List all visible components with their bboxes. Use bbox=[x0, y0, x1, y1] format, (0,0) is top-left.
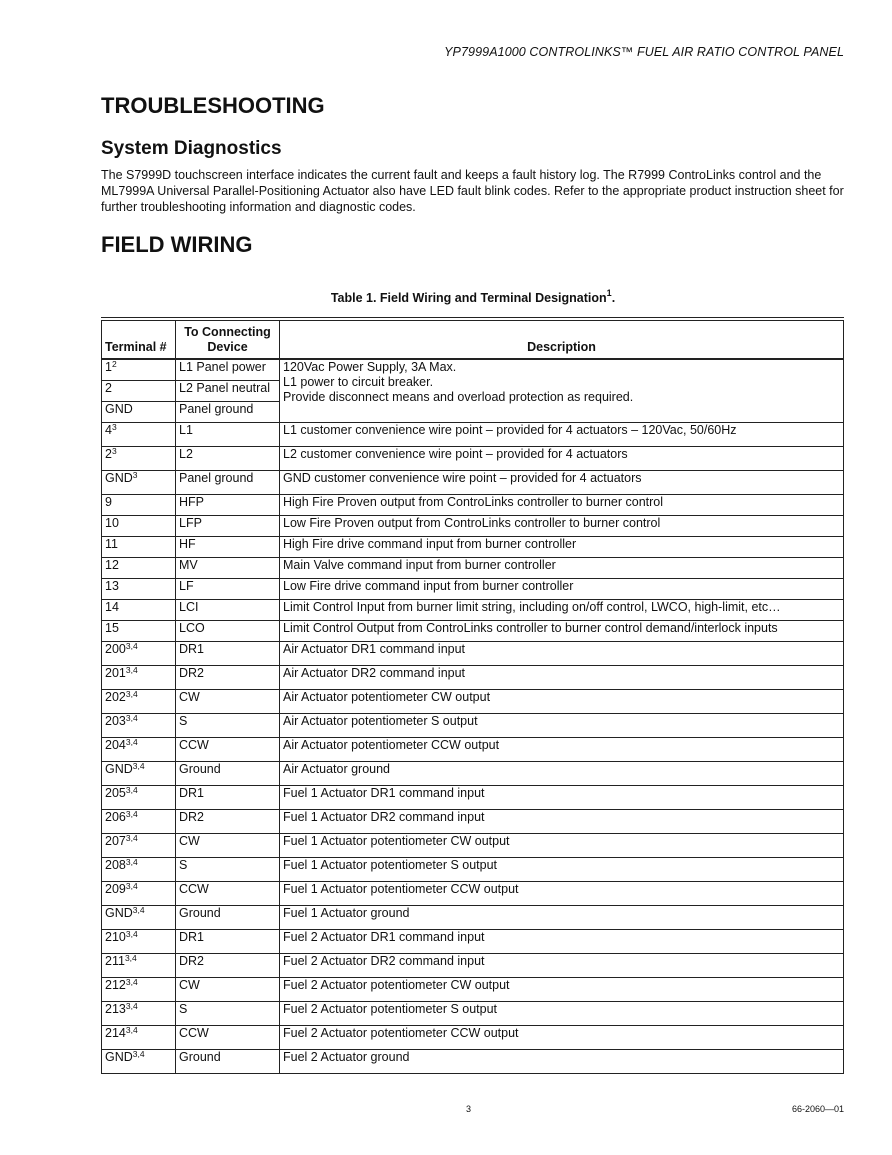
device-cell-text: CW bbox=[179, 834, 200, 848]
description-cell: 120Vac Power Supply, 3A Max. L1 power to circuit breaker. Provide disconnect means and overload protection as required. bbox=[280, 359, 844, 423]
terminal-cell-footnote: 3,4 bbox=[125, 641, 138, 651]
terminal-cell-text: 206 bbox=[105, 810, 126, 824]
terminal-cell-text: 214 bbox=[105, 1026, 126, 1040]
terminal-cell bbox=[102, 471, 176, 495]
terminal-cell-text: 1 bbox=[105, 360, 112, 374]
device-cell bbox=[176, 690, 280, 714]
description-cell bbox=[280, 762, 844, 786]
terminal-cell bbox=[102, 666, 176, 690]
description-cell-text: Limit Control Input from burner limit string, including on/off control, LWCO, high-limit, etc… bbox=[283, 600, 781, 614]
device-cell-text: CCW bbox=[179, 1026, 209, 1040]
description-cell-text: Fuel 2 Actuator potentiometer S output bbox=[283, 1002, 498, 1016]
device-cell-text: CW bbox=[179, 978, 200, 992]
device-cell-text: CCW bbox=[179, 882, 209, 896]
terminal-cell bbox=[102, 495, 176, 516]
terminal-cell-text: 13 bbox=[105, 579, 119, 593]
field-wiring-heading: FIELD WIRING bbox=[101, 232, 253, 257]
device-cell bbox=[176, 930, 280, 954]
terminal-cell-footnote: 3,4 bbox=[125, 833, 138, 843]
description-cell-text: Fuel 1 Actuator DR1 command input bbox=[283, 786, 485, 800]
description-cell bbox=[280, 954, 844, 978]
description-cell-text: Fuel 1 Actuator DR2 command input bbox=[283, 810, 485, 824]
device-cell bbox=[176, 621, 280, 642]
page-number: 3 bbox=[466, 1104, 472, 1114]
terminal-cell-footnote: 2 bbox=[111, 359, 117, 369]
description-cell-text: Air Actuator potentiometer S output bbox=[283, 714, 478, 728]
terminal-cell bbox=[102, 621, 176, 642]
terminal-cell bbox=[102, 600, 176, 621]
description-cell bbox=[280, 537, 844, 558]
table-row bbox=[102, 558, 844, 579]
device-cell-text: Ground bbox=[179, 762, 221, 776]
terminal-cell-text: 2 bbox=[105, 447, 112, 461]
description-cell bbox=[280, 858, 844, 882]
description-cell bbox=[280, 786, 844, 810]
description-cell bbox=[280, 666, 844, 690]
terminal-cell-footnote: 3 bbox=[132, 470, 138, 480]
terminal-cell bbox=[102, 423, 176, 447]
description-cell-text: Fuel 1 Actuator potentiometer S output bbox=[283, 858, 498, 872]
header-terminal: Terminal # bbox=[102, 321, 176, 360]
table-row bbox=[102, 423, 844, 447]
terminal-cell-text: 204 bbox=[105, 738, 126, 752]
table-row bbox=[102, 882, 844, 906]
document-number: 66-2060—01 bbox=[791, 1104, 844, 1114]
description-cell bbox=[280, 906, 844, 930]
description-cell bbox=[280, 621, 844, 642]
device-cell bbox=[176, 558, 280, 579]
terminal-cell bbox=[102, 381, 176, 402]
terminal-cell-text: 209 bbox=[105, 882, 126, 896]
table-row bbox=[102, 834, 844, 858]
table-caption-footnote: 1 bbox=[606, 288, 612, 298]
description-cell bbox=[280, 423, 844, 447]
device-cell bbox=[176, 714, 280, 738]
terminal-cell-footnote: 3,4 bbox=[125, 1025, 138, 1035]
device-cell bbox=[176, 579, 280, 600]
description-cell bbox=[280, 1002, 844, 1026]
terminal-cell-text: 12 bbox=[105, 558, 119, 572]
table-row bbox=[102, 579, 844, 600]
device-cell bbox=[176, 738, 280, 762]
device-cell-text: Ground bbox=[179, 1050, 221, 1064]
description-cell-text: GND customer convenience wire point – provided for 4 actuators bbox=[283, 471, 642, 485]
description-cell bbox=[280, 738, 844, 762]
table-header-row bbox=[102, 321, 844, 360]
description-cell-text: Fuel 2 Actuator potentiometer CW output bbox=[283, 978, 510, 992]
description-cell bbox=[280, 834, 844, 858]
terminal-cell bbox=[102, 738, 176, 762]
description-cell bbox=[280, 930, 844, 954]
table-row bbox=[102, 930, 844, 954]
device-cell-text: L1 Panel power bbox=[179, 360, 266, 374]
device-cell bbox=[176, 537, 280, 558]
header-device: To Connecting Device bbox=[176, 321, 280, 360]
system-diagnostics-heading: System Diagnostics bbox=[101, 138, 282, 159]
device-cell bbox=[176, 600, 280, 621]
device-cell bbox=[176, 834, 280, 858]
description-cell-text: Fuel 2 Actuator potentiometer CCW output bbox=[283, 1026, 519, 1040]
terminal-cell-text: 9 bbox=[105, 495, 112, 509]
device-cell-text: L2 bbox=[179, 447, 193, 461]
terminal-cell bbox=[102, 359, 176, 381]
device-cell-text: HF bbox=[179, 537, 196, 551]
device-cell bbox=[176, 642, 280, 666]
terminal-cell bbox=[102, 1050, 176, 1074]
terminal-cell-footnote: 3,4 bbox=[124, 953, 137, 963]
table-row bbox=[102, 447, 844, 471]
device-cell-text: LCO bbox=[179, 621, 205, 635]
table-row bbox=[102, 738, 844, 762]
terminal-cell-text: 213 bbox=[105, 1002, 126, 1016]
table-row bbox=[102, 690, 844, 714]
device-cell-text: S bbox=[179, 1002, 188, 1016]
terminal-cell bbox=[102, 906, 176, 930]
device-cell-text: Panel ground bbox=[179, 471, 254, 485]
description-cell-text: L2 customer convenience wire point – provided for 4 actuators bbox=[283, 447, 628, 461]
device-cell bbox=[176, 359, 280, 381]
terminal-cell bbox=[102, 714, 176, 738]
terminal-cell-text: 14 bbox=[105, 600, 119, 614]
device-cell bbox=[176, 447, 280, 471]
terminal-cell bbox=[102, 537, 176, 558]
terminal-cell-footnote: 3,4 bbox=[125, 713, 138, 723]
terminal-cell bbox=[102, 762, 176, 786]
description-cell bbox=[280, 978, 844, 1002]
device-cell-text: DR1 bbox=[179, 930, 205, 944]
description-cell-text: Fuel 2 Actuator ground bbox=[283, 1050, 410, 1064]
terminal-cell-footnote: 3,4 bbox=[125, 881, 138, 891]
terminal-cell-text: 207 bbox=[105, 834, 126, 848]
terminal-cell-footnote: 3,4 bbox=[125, 929, 138, 939]
table-row bbox=[102, 537, 844, 558]
terminal-cell-footnote: 3,4 bbox=[132, 905, 145, 915]
device-cell-text: DR1 bbox=[179, 786, 205, 800]
terminal-cell-text: GND bbox=[105, 1050, 133, 1064]
description-cell-text: Fuel 1 Actuator potentiometer CCW output bbox=[283, 882, 519, 896]
running-header: YP7999A1000 CONTROLINKS™ FUEL AIR RATIO CONTROL PANEL bbox=[444, 45, 844, 59]
description-cell bbox=[280, 810, 844, 834]
device-cell-text: DR2 bbox=[179, 666, 205, 680]
terminal-cell bbox=[102, 810, 176, 834]
field-wiring-table-wrap bbox=[101, 317, 844, 1074]
terminal-cell bbox=[102, 1002, 176, 1026]
device-cell bbox=[176, 516, 280, 537]
terminal-cell-text: 201 bbox=[105, 666, 126, 680]
terminal-cell-text: 15 bbox=[105, 621, 119, 635]
description-cell-text: Air Actuator potentiometer CW output bbox=[283, 690, 491, 704]
description-cell-text: High Fire Proven output from ControLinks controller to burner control bbox=[283, 495, 664, 509]
terminal-cell-text: 211 bbox=[105, 954, 125, 968]
terminal-cell bbox=[102, 978, 176, 1002]
table-row bbox=[102, 495, 844, 516]
device-cell bbox=[176, 471, 280, 495]
table-caption-end: . bbox=[611, 291, 616, 305]
terminal-cell-text: 4 bbox=[105, 423, 112, 437]
troubleshooting-heading: TROUBLESHOOTING bbox=[101, 93, 325, 118]
terminal-cell-footnote: 3,4 bbox=[125, 857, 138, 867]
device-cell bbox=[176, 1026, 280, 1050]
terminal-cell-footnote: 3,4 bbox=[125, 737, 138, 747]
description-cell-text: Fuel 2 Actuator DR1 command input bbox=[283, 930, 485, 944]
device-cell-text: DR2 bbox=[179, 954, 205, 968]
description-cell-text: Main Valve command input from burner controller bbox=[283, 558, 556, 572]
table-row bbox=[102, 978, 844, 1002]
terminal-cell-text: 202 bbox=[105, 690, 126, 704]
description-cell-text: Air Actuator DR1 command input bbox=[283, 642, 466, 656]
device-cell bbox=[176, 786, 280, 810]
description-cell bbox=[280, 1050, 844, 1074]
device-cell bbox=[176, 666, 280, 690]
terminal-cell-text: GND bbox=[105, 471, 133, 485]
device-cell-text: CW bbox=[179, 690, 200, 704]
table-row bbox=[102, 786, 844, 810]
device-cell-text: DR1 bbox=[179, 642, 205, 656]
terminal-cell-footnote: 3,4 bbox=[125, 665, 138, 675]
terminal-cell-footnote: 3,4 bbox=[132, 761, 145, 771]
terminal-cell bbox=[102, 690, 176, 714]
terminal-cell-footnote: 3 bbox=[111, 422, 117, 432]
description-cell-text: Low Fire drive command input from burner controller bbox=[283, 579, 574, 593]
device-cell bbox=[176, 1002, 280, 1026]
table-row bbox=[102, 762, 844, 786]
description-cell bbox=[280, 882, 844, 906]
terminal-cell bbox=[102, 402, 176, 423]
terminal-cell-text: GND bbox=[105, 402, 133, 416]
table-row bbox=[102, 516, 844, 537]
device-cell-text: L1 bbox=[179, 423, 193, 437]
description-cell bbox=[280, 447, 844, 471]
table-row bbox=[102, 359, 844, 381]
terminal-cell bbox=[102, 447, 176, 471]
terminal-cell bbox=[102, 930, 176, 954]
device-cell bbox=[176, 381, 280, 402]
device-cell-text: L2 Panel neutral bbox=[179, 381, 271, 395]
description-cell bbox=[280, 600, 844, 621]
device-cell bbox=[176, 810, 280, 834]
table-row bbox=[102, 906, 844, 930]
table-row bbox=[102, 1002, 844, 1026]
description-cell-text: Air Actuator potentiometer CCW output bbox=[283, 738, 500, 752]
description-cell bbox=[280, 516, 844, 537]
device-cell bbox=[176, 495, 280, 516]
device-cell bbox=[176, 423, 280, 447]
header-description: Description bbox=[280, 321, 844, 360]
terminal-cell-text: 210 bbox=[105, 930, 126, 944]
description-cell-text: Air Actuator ground bbox=[283, 762, 391, 776]
terminal-cell bbox=[102, 579, 176, 600]
device-cell-text: DR2 bbox=[179, 810, 205, 824]
system-diagnostics-paragraph: The S7999D touchscreen interface indicates the current fault and keeps a fault history log. The R7999 ControLinks control and the ML7999A Universal Parallel-Positioning Actuator also have LED fault blink codes. Refer to the appropriate product instruction sheet for further troubleshooting information and diagnostic codes. bbox=[101, 168, 844, 214]
table-row bbox=[102, 666, 844, 690]
description-cell-text: Fuel 1 Actuator potentiometer CW output bbox=[283, 834, 510, 848]
table-row bbox=[102, 1026, 844, 1050]
table-row bbox=[102, 600, 844, 621]
device-cell bbox=[176, 954, 280, 978]
device-cell bbox=[176, 1050, 280, 1074]
terminal-cell-footnote: 3,4 bbox=[125, 1001, 138, 1011]
device-cell bbox=[176, 402, 280, 423]
device-cell bbox=[176, 858, 280, 882]
terminal-cell-text: GND bbox=[105, 906, 133, 920]
terminal-cell-text: GND bbox=[105, 762, 133, 776]
terminal-cell bbox=[102, 834, 176, 858]
description-cell bbox=[280, 495, 844, 516]
device-cell-text: MV bbox=[179, 558, 198, 572]
device-cell-text: LFP bbox=[179, 516, 202, 530]
field-wiring-table bbox=[101, 320, 844, 1074]
description-cell-text: Limit Control Output from ControLinks controller to burner control demand/interlock inputs bbox=[283, 621, 778, 635]
table-row bbox=[102, 954, 844, 978]
description-cell bbox=[280, 579, 844, 600]
device-cell-text: LF bbox=[179, 579, 194, 593]
description-cell-text: Fuel 1 Actuator ground bbox=[283, 906, 410, 920]
device-cell-text: LCI bbox=[179, 600, 199, 614]
terminal-cell-text: 10 bbox=[105, 516, 119, 530]
terminal-cell bbox=[102, 858, 176, 882]
description-cell bbox=[280, 714, 844, 738]
terminal-cell bbox=[102, 954, 176, 978]
description-cell-text: Fuel 2 Actuator DR2 command input bbox=[283, 954, 485, 968]
table-row bbox=[102, 714, 844, 738]
table-row bbox=[102, 471, 844, 495]
table-row bbox=[102, 1050, 844, 1074]
device-cell-text: Ground bbox=[179, 906, 221, 920]
description-cell bbox=[280, 690, 844, 714]
device-cell bbox=[176, 978, 280, 1002]
description-cell bbox=[280, 1026, 844, 1050]
terminal-cell-footnote: 3 bbox=[111, 446, 117, 456]
table-row bbox=[102, 810, 844, 834]
terminal-cell-footnote: 3,4 bbox=[125, 809, 138, 819]
terminal-cell bbox=[102, 882, 176, 906]
terminal-cell-footnote: 3,4 bbox=[125, 977, 138, 987]
terminal-cell-footnote: 3,4 bbox=[125, 689, 138, 699]
table-caption-text: Table 1. Field Wiring and Terminal Designation bbox=[330, 291, 607, 305]
description-cell bbox=[280, 558, 844, 579]
terminal-cell bbox=[102, 786, 176, 810]
description-cell-text: L1 customer convenience wire point – provided for 4 actuators – 120Vac, 50/60Hz bbox=[283, 423, 737, 437]
terminal-cell bbox=[102, 642, 176, 666]
terminal-cell-text: 2 bbox=[105, 381, 112, 395]
device-cell bbox=[176, 882, 280, 906]
description-cell-text: Low Fire Proven output from ControLinks controller to burner control bbox=[283, 516, 661, 530]
terminal-cell-text: 205 bbox=[105, 786, 126, 800]
terminal-cell-text: 212 bbox=[105, 978, 126, 992]
description-cell-text: High Fire drive command input from burner controller bbox=[283, 537, 577, 551]
device-cell-text: Panel ground bbox=[179, 402, 254, 416]
table-row bbox=[102, 642, 844, 666]
device-cell-text: S bbox=[179, 714, 188, 728]
terminal-cell-footnote: 3,4 bbox=[125, 785, 138, 795]
terminal-cell bbox=[102, 516, 176, 537]
table-row bbox=[102, 858, 844, 882]
terminal-cell-text: 200 bbox=[105, 642, 126, 656]
device-cell-text: CCW bbox=[179, 738, 209, 752]
table-caption bbox=[0, 288, 892, 305]
terminal-cell-text: 208 bbox=[105, 858, 126, 872]
device-cell bbox=[176, 762, 280, 786]
device-cell bbox=[176, 906, 280, 930]
description-cell bbox=[280, 471, 844, 495]
terminal-cell bbox=[102, 1026, 176, 1050]
description-cell bbox=[280, 642, 844, 666]
device-cell-text: S bbox=[179, 858, 188, 872]
terminal-cell-text: 11 bbox=[105, 537, 118, 551]
table-body bbox=[102, 359, 844, 1074]
terminal-cell-footnote: 3,4 bbox=[132, 1049, 145, 1059]
device-cell-text: HFP bbox=[179, 495, 204, 509]
terminal-cell-text: 203 bbox=[105, 714, 126, 728]
description-cell-text: Air Actuator DR2 command input bbox=[283, 666, 466, 680]
terminal-cell bbox=[102, 558, 176, 579]
table-row bbox=[102, 621, 844, 642]
